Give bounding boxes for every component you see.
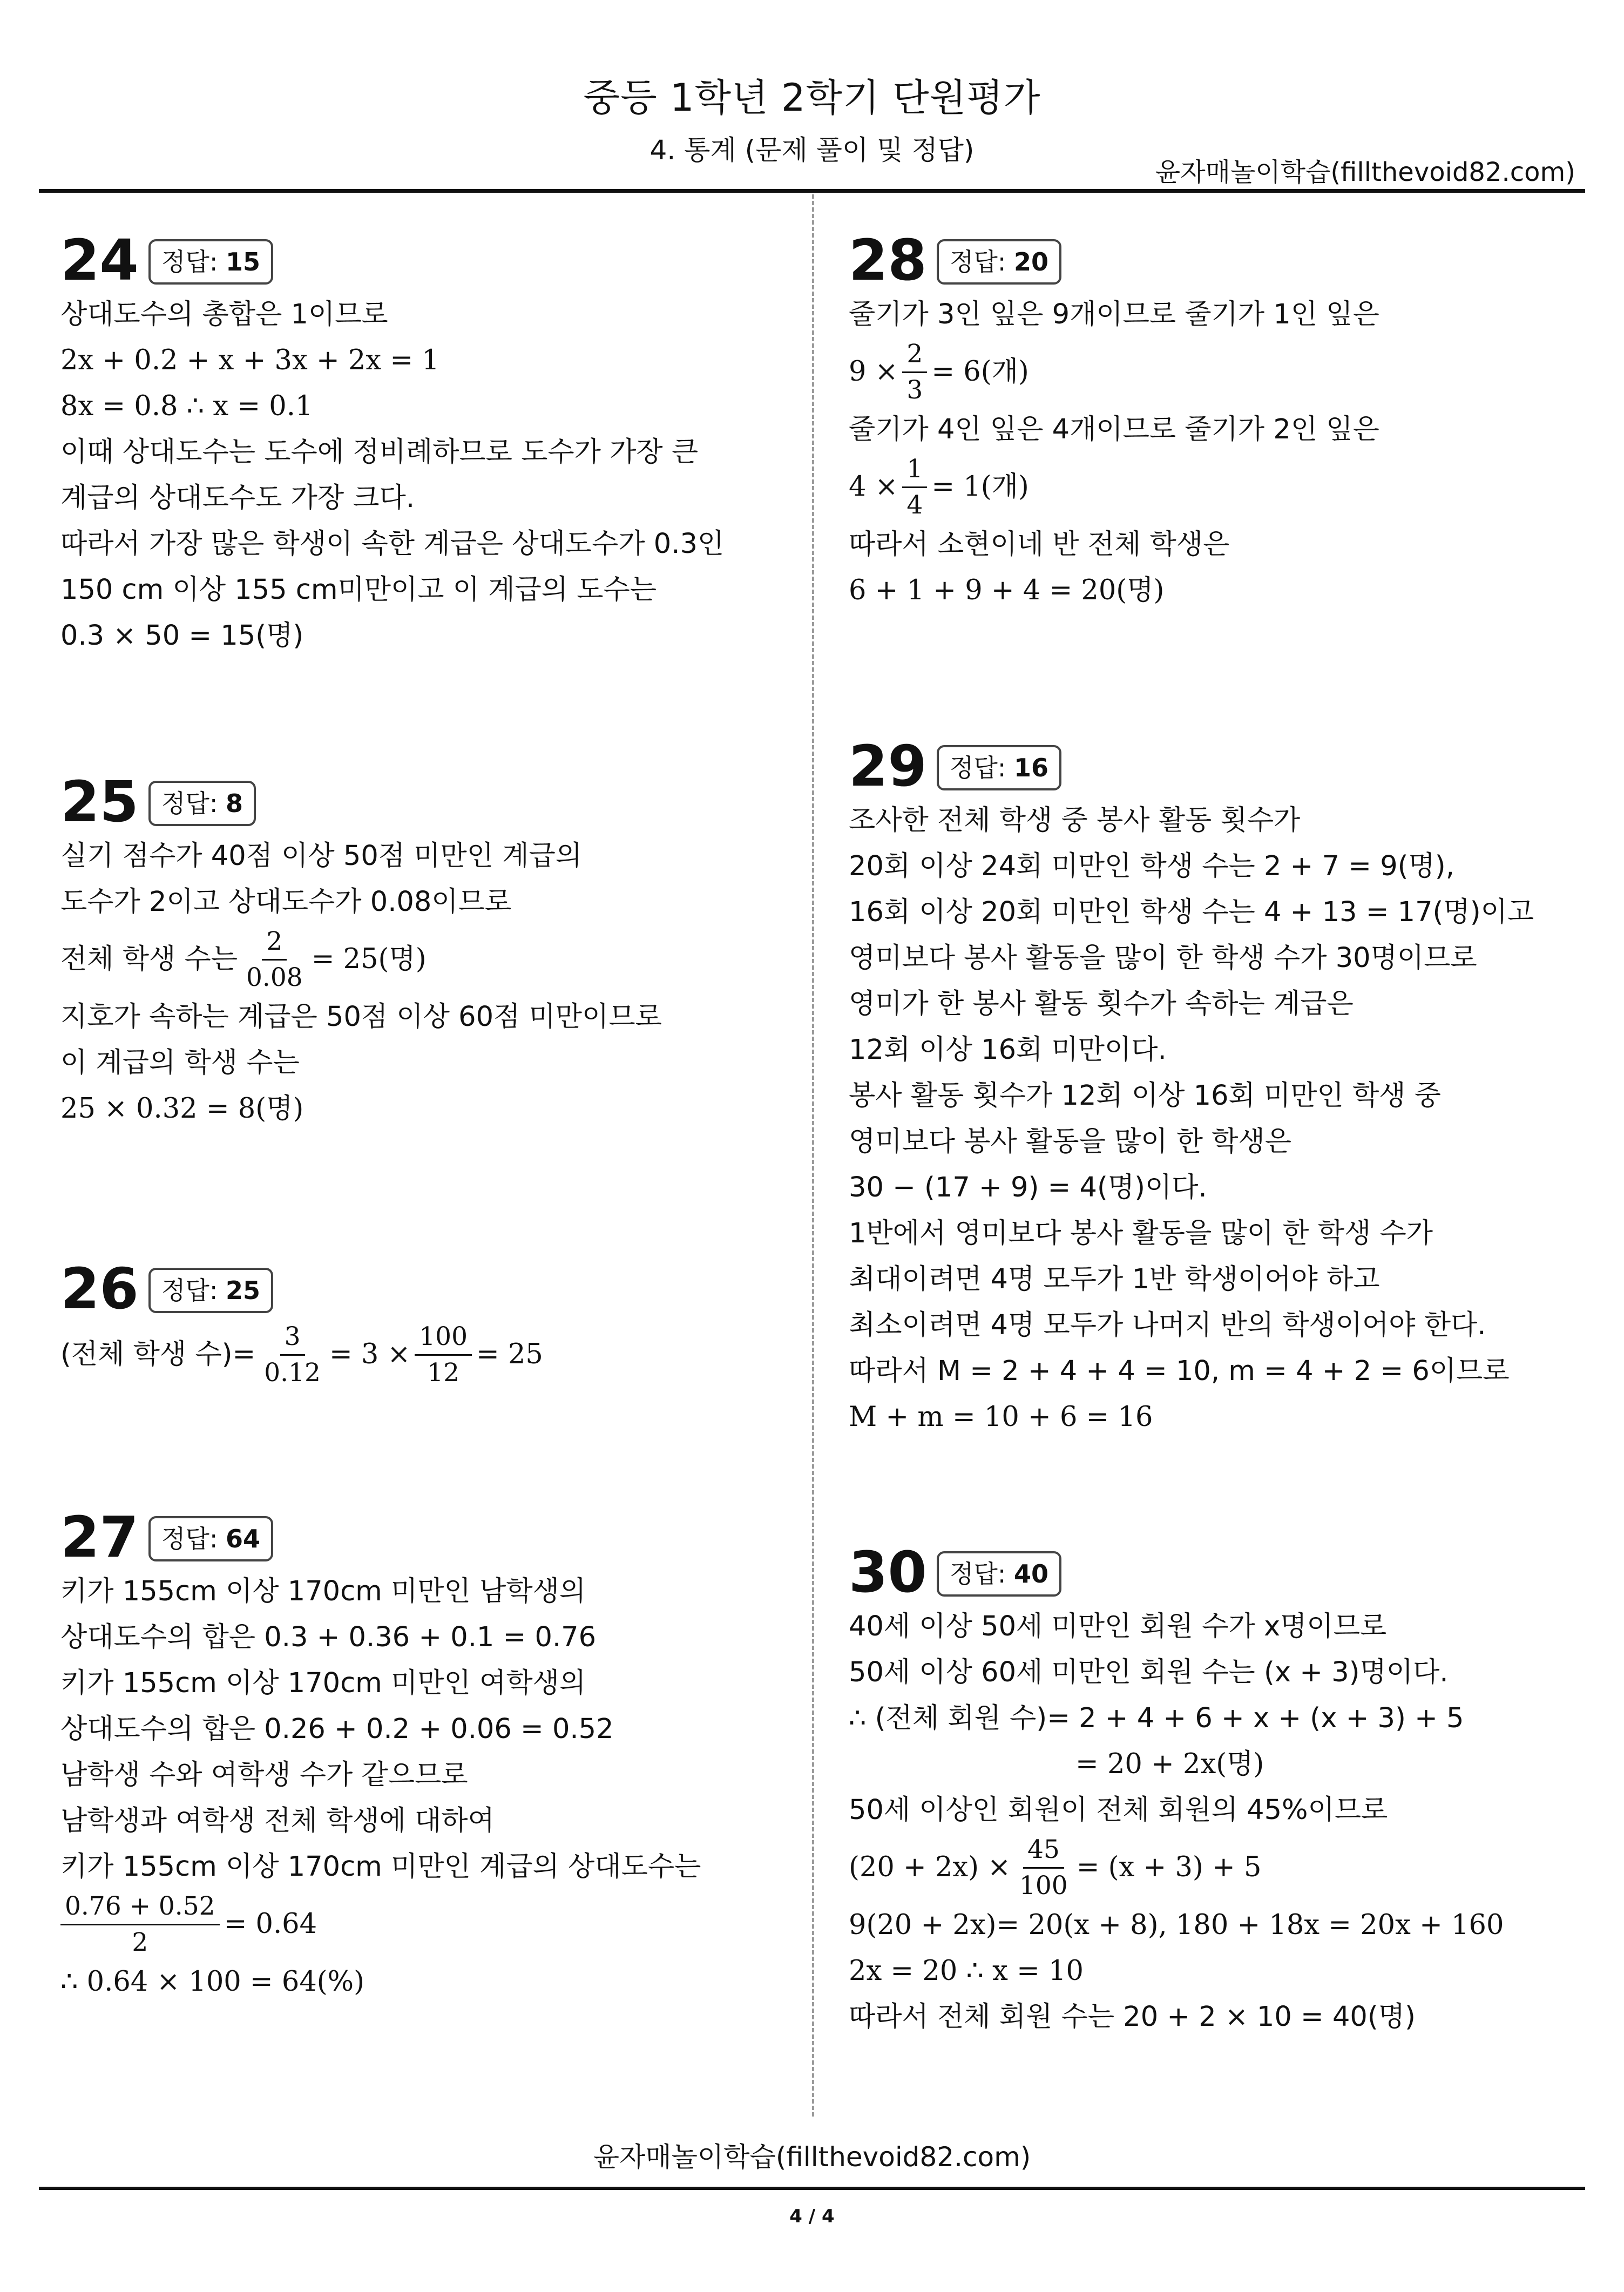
solution-line: 상대도수의 합은 0.3 + 0.36 + 0.1 = 0.76	[60, 1621, 597, 1653]
solution-line: 상대도수의 총합은 1이므로	[60, 299, 388, 330]
problem-28	[849, 229, 1379, 613]
solution-line: 12회 이상 16회 미만이다.	[849, 1034, 1167, 1066]
problem-29	[849, 735, 1534, 1440]
solution-line: M + m = 10 + 6 = 16	[849, 1401, 1153, 1433]
solution-line: 키가 155cm 이상 170cm 미만인 계급의 상대도수는	[60, 1851, 701, 1883]
solution-line: 키가 155cm 이상 170cm 미만인 남학생의	[60, 1576, 586, 1607]
solution-line: 1반에서 영미보다 봉사 활동을 많이 한 학생 수가	[849, 1218, 1433, 1249]
solution-line: 계급의 상대도수도 가장 크다.	[60, 482, 415, 514]
problem-27	[60, 1506, 701, 2005]
solution-line: 2x = 20 ∴ x = 10	[849, 1955, 1084, 1987]
solution-line: 최소이려면 4명 모두가 나머지 반의 학생이어야 한다.	[849, 1309, 1486, 1341]
solution-line: 25 × 0.32 = 8(명)	[60, 1093, 304, 1125]
problem-24	[60, 229, 724, 659]
problem-number: 24	[60, 227, 139, 293]
solution-line: 봉사 활동 횟수가 12회 이상 16회 미만인 학생 중	[849, 1080, 1442, 1112]
solution-line: 상대도수의 합은 0.26 + 0.2 + 0.06 = 0.52	[60, 1713, 614, 1745]
fraction: $\frac{1}{4}$	[902, 455, 927, 519]
page-title: 중등 1학년 2학기 단원평가	[583, 76, 1041, 120]
solution-line: 8x = 0.8 ∴ x = 0.1	[60, 390, 313, 422]
solution-line: 전체 학생 수는 $\frac{2}{0.08}$ = 25(명)	[60, 926, 427, 992]
solution-line: 영미가 한 봉사 활동 횟수가 속하는 계급은	[849, 988, 1354, 1020]
fraction: $\frac{2}{3}$	[902, 340, 927, 404]
answer-badge: 정답: 20	[937, 239, 1061, 285]
solution-line: 키가 155cm 이상 170cm 미만인 여학생의	[60, 1667, 586, 1699]
solution-line: 실기 점수가 40점 이상 50점 미만인 계급의	[60, 840, 583, 872]
answer-badge: 정답: 40	[937, 1551, 1061, 1597]
column-divider	[812, 194, 814, 2117]
problem-26	[60, 1258, 543, 1389]
header-rule	[39, 189, 1585, 193]
solution-line: 조사한 전체 학생 중 봉사 활동 횟수가	[849, 804, 1301, 836]
solution-line: 16회 이상 20회 미만인 학생 수는 4 + 13 = 17(명)이고	[849, 896, 1534, 928]
answer-badge: 정답: 15	[148, 239, 273, 285]
solution-line: 도수가 2이고 상대도수가 0.08이므로	[60, 886, 512, 918]
solution-line: 2x + 0.2 + x + 3x + 2x = 1	[60, 344, 439, 376]
solution-line: 6 + 1 + 9 + 4 = 20(명)	[849, 574, 1165, 606]
solution-line: = 20 + 2x(명)	[1075, 1748, 1264, 1780]
page-subtitle: 4. 통계 (문제 풀이 및 정답)	[649, 134, 975, 166]
solution-line: (20 + 2x) × $\frac{45}{100}$ = (x + 3) + 5	[849, 1834, 1262, 1901]
solution-line: 영미보다 봉사 활동을 많이 한 학생은	[849, 1126, 1292, 1158]
solution-line: 0.3 × 50 = 15(명)	[60, 620, 304, 652]
fraction: $\frac{3}{0.12}$	[264, 1321, 321, 1388]
solution-line: 50세 이상인 회원이 전체 회원의 45%이므로	[849, 1794, 1388, 1826]
solution-line: 50세 이상 60세 미만인 회원 수는 (x + 3)명이다.	[849, 1657, 1449, 1688]
solution-line: 150 cm 이상 155 cm미만이고 이 계급의 도수는	[60, 574, 657, 606]
footer-rule	[39, 2187, 1585, 2190]
solution-line: 줄기가 4인 잎은 4개이므로 줄기가 2인 잎은	[849, 414, 1379, 445]
solution-line: 최대이려면 4명 모두가 1반 학생이어야 하고	[849, 1263, 1380, 1295]
problem-30	[849, 1541, 1504, 2040]
problem-number: 28	[849, 227, 927, 293]
problem-25	[60, 771, 662, 1132]
problem-number: 27	[60, 1504, 139, 1570]
problem-number: 30	[849, 1539, 927, 1605]
answer-badge: 정답: 64	[148, 1516, 273, 1561]
solution-line: 9(20 + 2x)= 20(x + 8), 180 + 18x = 20x + 160	[849, 1909, 1504, 1941]
solution-line: (전체 학생 수)= $\frac{3}{0.12}$ = 3 × $\frac{100}{12}$ = 25	[60, 1321, 543, 1388]
answer-badge: 정답: 25	[148, 1268, 273, 1313]
problem-number: 25	[60, 769, 139, 835]
fraction: $\frac{0.76 + 0.52}{2}$	[60, 1892, 220, 1956]
solution-line: 30 − (17 + 9) = 4(명)이다.	[849, 1172, 1207, 1204]
solution-line: 남학생 수와 여학생 수가 같으므로	[60, 1759, 468, 1791]
footer-brand: 윤자매놀이학습(fillthevoid82.com)	[593, 2141, 1031, 2173]
answer-badge: 정답: 16	[937, 745, 1061, 790]
solution-line: 줄기가 3인 잎은 9개이므로 줄기가 1인 잎은	[849, 299, 1379, 330]
solution-line: 9 × $\frac{2}{3}$ = 6(개)	[849, 339, 1029, 405]
solution-line: 4 × $\frac{1}{4}$ = 1(개)	[849, 454, 1029, 520]
solution-line: 따라서 M = 2 + 4 + 4 = 10, m = 4 + 2 = 6이므로	[849, 1355, 1510, 1387]
solution-line: ∴ 0.64 × 100 = 64(%)	[60, 1966, 365, 1998]
solution-line: 따라서 전체 회원 수는 20 + 2 × 10 = 40(명)	[849, 2001, 1416, 2033]
solution-line: 남학생과 여학생 전체 학생에 대하여	[60, 1805, 495, 1837]
fraction: $\frac{45}{100}$	[1019, 1834, 1068, 1901]
solution-line: 영미보다 봉사 활동을 많이 한 학생 수가 30명이므로	[849, 942, 1477, 974]
header-brand: 윤자매놀이학습(fillthevoid82.com)	[1155, 157, 1575, 187]
solution-line: 이 계급의 학생 수는	[60, 1047, 300, 1079]
solution-line: 이때 상대도수는 도수에 정비례하므로 도수가 가장 큰	[60, 436, 699, 468]
solution-line: $\frac{0.76 + 0.52}{2}$ = 0.64	[60, 1890, 701, 1959]
fraction: $\frac{2}{0.08}$	[246, 926, 303, 992]
fraction: $\frac{100}{12}$	[415, 1323, 472, 1387]
solution-line: 40세 이상 50세 미만인 회원 수가 x명이므로	[849, 1611, 1387, 1642]
solution-line: ∴ (전체 회원 수)= 2 + 4 + 6 + x + (x + 3) + 5	[849, 1702, 1464, 1734]
solution-line: 따라서 소현이네 반 전체 학생은	[849, 529, 1230, 560]
answer-badge: 정답: 8	[148, 781, 256, 826]
problem-number: 29	[849, 733, 927, 799]
problem-number: 26	[60, 1256, 139, 1322]
solution-line: 지호가 속하는 계급은 50점 이상 60점 미만이므로	[60, 1001, 662, 1033]
solution-line: 20회 이상 24회 미만인 학생 수는 2 + 7 = 9(명),	[849, 850, 1454, 882]
solution-line: 따라서 가장 많은 학생이 속한 계급은 상대도수가 0.3인	[60, 528, 725, 560]
page-number: 4 / 4	[789, 2206, 835, 2227]
